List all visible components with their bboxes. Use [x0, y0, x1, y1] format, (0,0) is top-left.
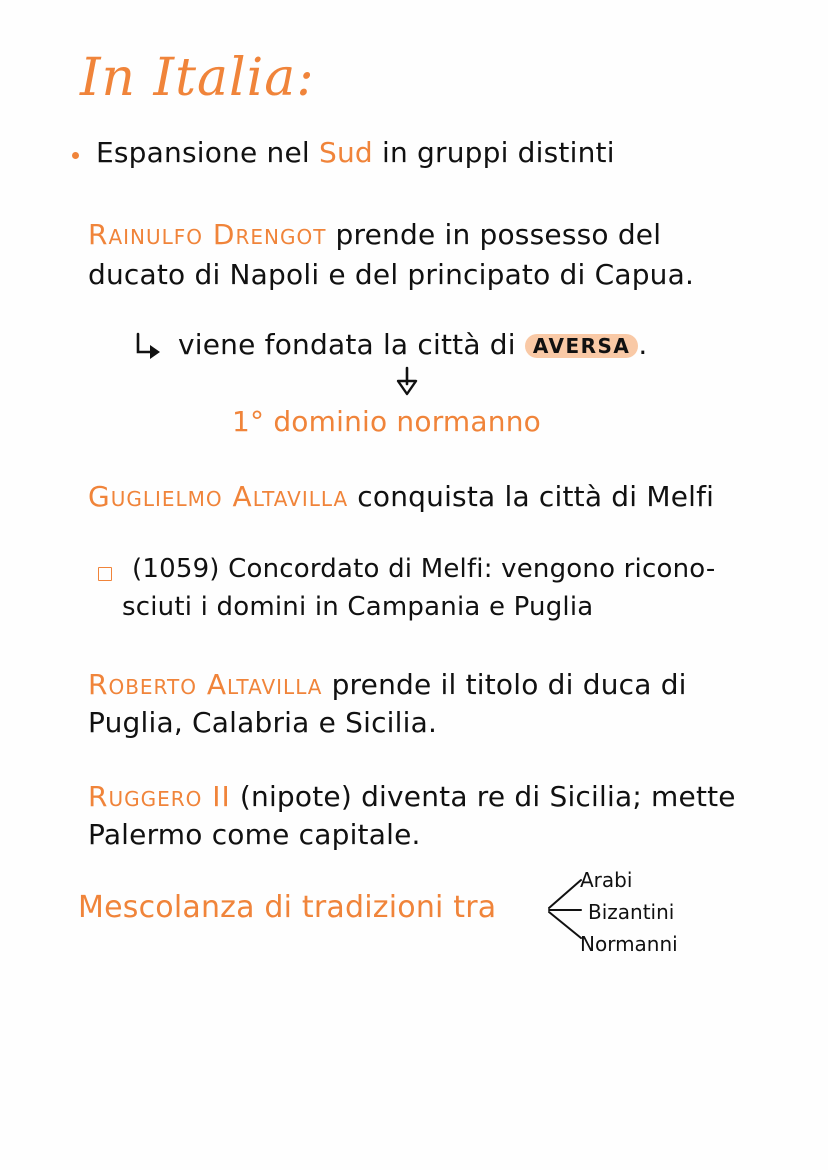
ruggero-line-1	[88, 780, 736, 813]
bullet-highlight: Sud	[318, 136, 373, 169]
mescolanza-item-bizantini: Bizantini	[588, 900, 675, 924]
concordato-line-2: sciuti i domini in Campania e Puglia	[122, 592, 594, 622]
aversa-consequence: 1° dominio normanno	[232, 405, 541, 438]
rainulfo-name: Rainulfo Drengot	[88, 218, 327, 251]
mescolanza-item-arabi: Arabi	[580, 868, 633, 892]
aversa-end: .	[638, 328, 648, 361]
guglielmo-name: Guglielmo Altavilla	[88, 480, 349, 513]
ruggero-name: Ruggero II	[88, 780, 231, 813]
checkbox-icon	[98, 567, 112, 581]
rainulfo-line-2: ducato di Napoli e del principato di Capua.	[88, 258, 695, 291]
aversa-city-highlight: AVERSA	[525, 334, 639, 358]
roberto-name: Roberto Altavilla	[88, 668, 323, 701]
page-title: In Italia:	[80, 48, 315, 108]
rainulfo-text-1: prende in possesso del	[326, 218, 662, 251]
bullet-prefix: Espansione nel	[96, 136, 319, 169]
down-arrow-icon	[395, 366, 419, 396]
guglielmo-text: conquista la città di Melfi	[348, 480, 715, 513]
guglielmo-line	[88, 480, 714, 513]
mescolanza-text: Mescolanza di tradizioni tra	[78, 890, 497, 925]
bullet-line	[96, 136, 615, 169]
mescolanza-item-normanni: Normanni	[580, 932, 678, 956]
roberto-line-1	[88, 668, 687, 701]
ruggero-line-2: Palermo come capitale.	[88, 818, 421, 851]
rainulfo-line-1	[88, 218, 661, 251]
concordato-line-1: (1059) Concordato di Melfi: vengono ricono-	[132, 554, 716, 584]
aversa-text: viene fondata la città di	[178, 328, 516, 361]
bullet-dot-icon	[72, 152, 79, 159]
aversa-line	[134, 328, 648, 361]
turn-right-arrow-icon	[134, 332, 164, 360]
bullet-suffix: in gruppi distinti	[372, 136, 615, 169]
roberto-text-1: prende il titolo di duca di	[322, 668, 687, 701]
ruggero-text-1: (nipote) diventa re di Sicilia; mette	[230, 780, 736, 813]
branch-lines-icon	[545, 872, 585, 946]
roberto-line-2: Puglia, Calabria e Sicilia.	[88, 706, 438, 739]
